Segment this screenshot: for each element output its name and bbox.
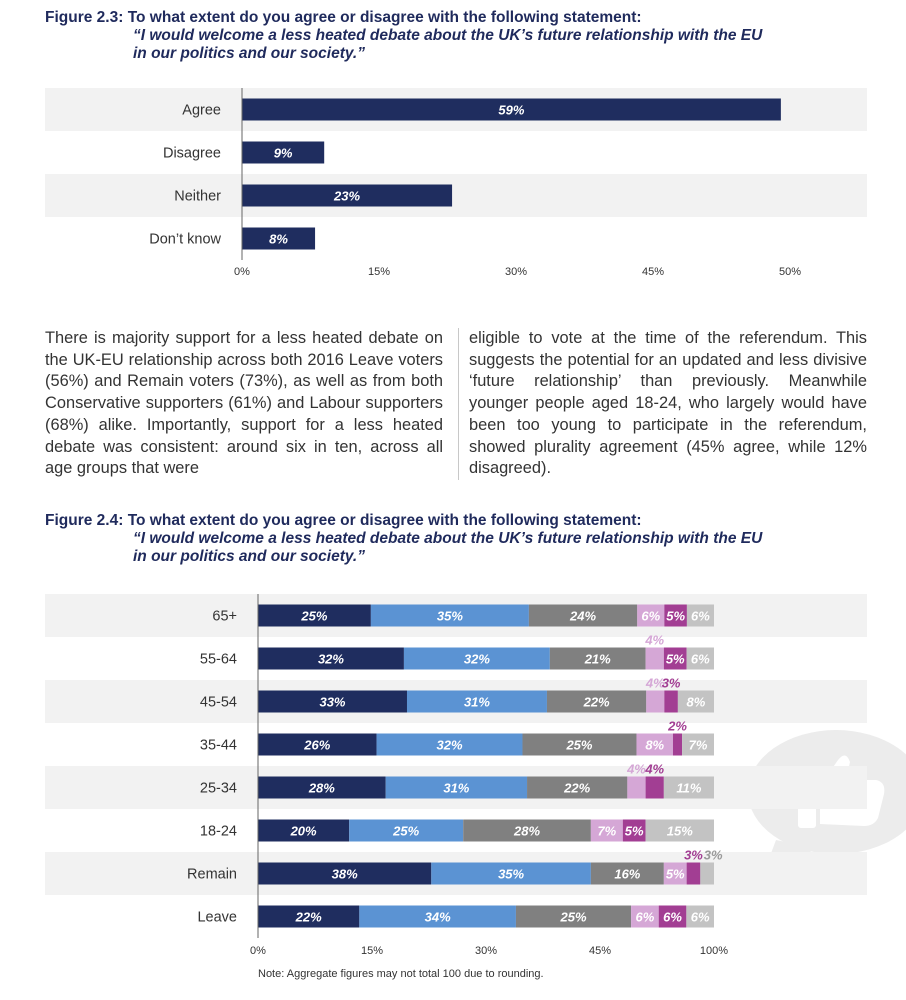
figure-2-4-statement-line2: in our politics and our society.” xyxy=(133,548,365,565)
segment-value-label: 32% xyxy=(463,651,490,667)
bar-value-label: 59% xyxy=(498,102,525,118)
bar-segment xyxy=(627,777,645,799)
category-label: 18-24 xyxy=(199,823,237,840)
segment-value-label: 33% xyxy=(319,694,346,710)
segment-value-label: 5% xyxy=(665,866,685,882)
segment-value-label: 6% xyxy=(641,608,661,624)
segment-value-label: 28% xyxy=(514,823,541,839)
segment-value-label: 22% xyxy=(583,694,610,710)
category-label: 45-54 xyxy=(199,694,237,711)
segment-value-label: 32% xyxy=(436,737,463,753)
segment-value-label: 5% xyxy=(665,651,685,667)
segment-value-label: 24% xyxy=(570,608,597,624)
x-tick-label: 0% xyxy=(234,266,250,278)
category-label: Agree xyxy=(182,102,221,119)
chart-note: Note: Aggregate figures may not total 100 due to rounding. xyxy=(258,968,544,980)
segment-value-label: 26% xyxy=(304,737,331,753)
segment-value-label: 25% xyxy=(393,823,420,839)
body-text-right: eligible to vote at the time of the referendum. This suggests the potential for an updated and less divisive ‘future relationship’ than previously. Meanwhile younger people aged 18-24, who largely would have been too young to participate in the referendum, showed plurality agreement (45% agree, while 12% disagreed). xyxy=(469,329,867,478)
figure-2-3-label: Figure 2.3: xyxy=(45,9,124,26)
segment-value-label: 6% xyxy=(663,909,682,925)
segment-value-label: 4% xyxy=(645,632,665,648)
figure-2-4-statement-line1: “I would welcome a less heated debate about the UK’s future relationship with the EU xyxy=(133,530,763,547)
bar-segment xyxy=(664,691,678,713)
category-label: Don’t know xyxy=(149,231,221,248)
segment-value-label: 3% xyxy=(684,847,703,863)
segment-value-label: 22% xyxy=(564,780,591,796)
figure-2-3-statement-line2: in our politics and our society.” xyxy=(133,45,365,62)
category-label: Remain xyxy=(187,866,237,883)
segment-value-label: 11% xyxy=(676,780,702,796)
segment-value-label: 35% xyxy=(498,866,525,882)
bar-value-label: 23% xyxy=(334,188,361,204)
segment-value-label: 35% xyxy=(436,608,463,624)
x-tick-label: 30% xyxy=(504,266,528,278)
segment-value-label: 31% xyxy=(443,780,470,796)
x-tick-label: 15% xyxy=(367,266,391,278)
x-tick-label: 15% xyxy=(360,945,384,957)
bar-segment xyxy=(673,734,682,756)
segment-value-label: 8% xyxy=(686,694,706,710)
segment-value-label: 6% xyxy=(691,608,710,624)
figure-2-4-label: Figure 2.4: xyxy=(45,512,124,529)
segment-value-label: 3% xyxy=(703,847,723,863)
bar-segment xyxy=(646,691,664,713)
segment-value-label: 15% xyxy=(666,823,693,839)
bar-segment xyxy=(700,863,714,885)
segment-value-label: 25% xyxy=(560,909,587,925)
segment-value-label: 32% xyxy=(317,651,344,667)
category-label: 25-34 xyxy=(199,780,237,797)
segment-value-label: 4% xyxy=(627,761,646,777)
segment-value-label: 6% xyxy=(635,909,655,925)
x-tick-label: 0% xyxy=(250,945,266,957)
bar-segment xyxy=(646,777,664,799)
segment-value-label: 6% xyxy=(690,909,710,925)
segment-value-label: 16% xyxy=(614,866,641,882)
segment-value-label: 38% xyxy=(331,866,358,882)
segment-value-label: 25% xyxy=(566,737,593,753)
segment-value-label: 20% xyxy=(290,823,317,839)
segment-value-label: 7% xyxy=(597,823,617,839)
category-label: Neither xyxy=(174,188,221,205)
category-label: 65+ xyxy=(212,608,237,625)
x-tick-label: 45% xyxy=(641,266,665,278)
x-tick-label: 45% xyxy=(588,945,612,957)
category-label: 35-44 xyxy=(199,737,237,754)
figure-2-4-question: To what extent do you agree or disagree with the following statement: xyxy=(127,512,642,529)
segment-value-label: 5% xyxy=(624,823,644,839)
segment-value-label: 4% xyxy=(645,675,665,691)
x-tick-label: 50% xyxy=(778,266,802,278)
category-label: Leave xyxy=(197,909,237,926)
segment-value-label: 34% xyxy=(424,909,451,925)
bar-value-label: 9% xyxy=(273,145,293,161)
segment-value-label: 31% xyxy=(463,694,490,710)
segment-value-label: 6% xyxy=(690,651,710,667)
segment-value-label: 8% xyxy=(645,737,665,753)
figure-2-3-statement-line1: “I would welcome a less heated debate about the UK’s future relationship with the EU xyxy=(133,27,763,44)
segment-value-label: 4% xyxy=(645,761,665,777)
bar-segment xyxy=(687,863,701,885)
x-tick-label: 30% xyxy=(474,945,498,957)
category-label: Disagree xyxy=(162,145,221,162)
body-text-left: There is majority support for a less heated debate on the UK-EU relationship across both 2016 Leave voters (56%) and Remain voters (73%), as well as from both Conservative supporters (61%) and Labour supporters (68%) alike. Importantly, support for a less heated debate was consistent: around six in ten, across all age groups that were xyxy=(45,329,443,478)
x-tick-label: 100% xyxy=(699,945,729,957)
segment-value-label: 22% xyxy=(295,909,322,925)
segment-value-label: 3% xyxy=(661,675,681,691)
bar-segment xyxy=(646,648,664,670)
bar-value-label: 8% xyxy=(269,231,288,247)
category-label: 55-64 xyxy=(199,651,237,668)
figure-2-3-question: To what extent do you agree or disagree with the following statement: xyxy=(127,9,642,26)
segment-value-label: 7% xyxy=(688,737,708,753)
segment-value-label: 5% xyxy=(666,608,686,624)
segment-value-label: 21% xyxy=(584,651,611,667)
segment-value-label: 2% xyxy=(668,718,687,734)
segment-value-label: 25% xyxy=(301,608,328,624)
segment-value-label: 28% xyxy=(308,780,335,796)
